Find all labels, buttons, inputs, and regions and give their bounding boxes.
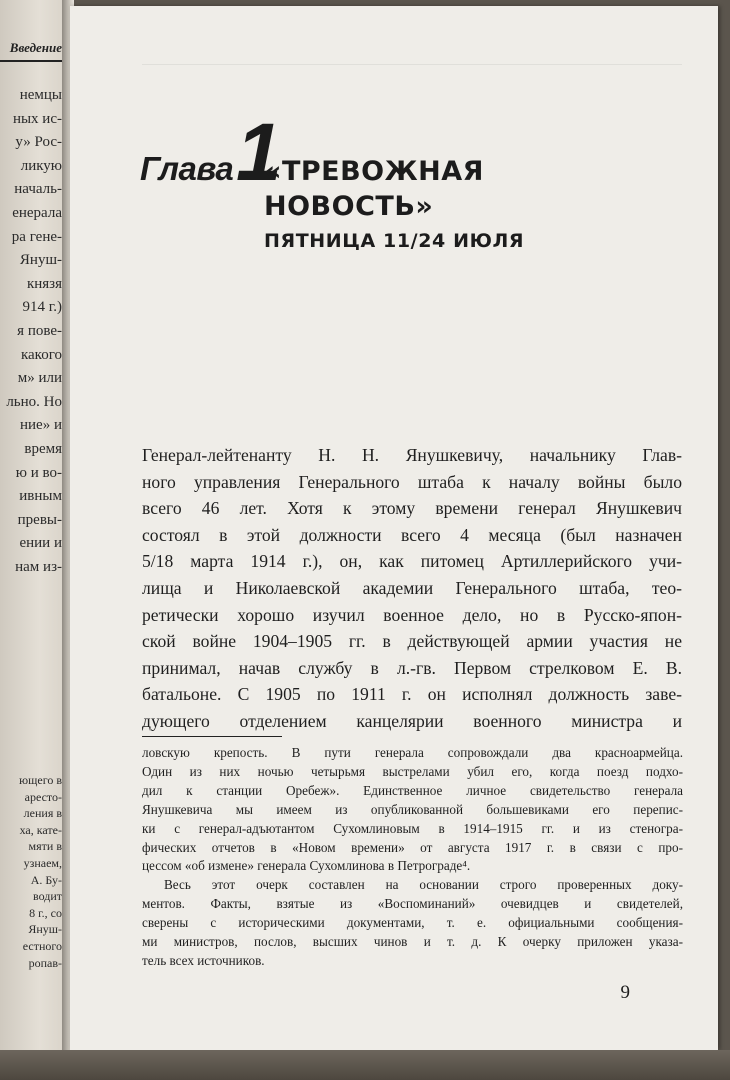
footnote-line: ки с генерал-адъютантом Сухомлиновым в 1914–1915 гг. и из стеногра- (142, 820, 683, 836)
footnote-line: Один из них ночью четырьмя выстрелами убил его, когда поезд подхо- (142, 763, 683, 779)
left-note-line: ления в (23, 806, 62, 821)
chapter-title-line: НОВОСТЬ» (264, 191, 434, 222)
left-note-line: водит (32, 889, 62, 904)
footnote-line: фических отчетов в «Новом времени» от августа 1917 г. в связи с про- (142, 839, 683, 855)
footnote-line: сверены с историческими документами, т. е. официальными сообщения- (142, 915, 683, 931)
left-text-line: время (24, 440, 62, 457)
footnote-rule (142, 736, 282, 737)
left-note-line: Януш- (28, 922, 62, 937)
body-line: дующего отделением канцелярии военного министра и (142, 710, 682, 731)
body-line: батальоне. С 1905 по 1911 г. он исполнял должность заве- (142, 684, 682, 705)
table-surface (0, 1050, 730, 1080)
left-text-line: ликую (20, 157, 62, 174)
body-line: ного управления Генерального штаба к началу войны было (142, 471, 682, 492)
footnote-line: ми министров, послов, высших чинов и т. д. К очерку приложен указа- (142, 934, 683, 950)
show-through-line (142, 64, 682, 65)
body-line: 5/18 марта 1914 г.), он, как питомец Артиллерийского учи- (142, 551, 682, 572)
previous-page-edge (0, 0, 66, 1080)
left-text-line: Януш- (19, 252, 62, 269)
chapter-subtitle: ПЯТНИЦА 11/24 ИЮЛЯ (264, 230, 525, 252)
chapter-label: Глава (140, 150, 234, 187)
left-text-line: енерала (12, 204, 62, 221)
left-header-label: Введение (9, 40, 62, 55)
body-line: состоял в этой должности всего 4 месяца (был назначен (142, 524, 682, 545)
left-page-notes (19, 772, 62, 971)
left-text-line: началь- (14, 181, 62, 198)
left-note-line: аресто- (24, 789, 62, 804)
left-text-line: превы- (17, 511, 62, 528)
left-note-line: естного (22, 938, 62, 953)
left-text-line: 914 г.) (22, 299, 62, 316)
left-running-header (0, 38, 66, 62)
body-line: всего 46 лет. Хотя к этому времени генерал Янушкевич (142, 498, 682, 519)
left-text-line: князя (26, 275, 62, 292)
left-text-line: льно. Но (6, 393, 62, 410)
footnote-line: дил к станции Оребеж». Единственное личное свидетельство генерала (142, 782, 683, 798)
footnote-line: Янушкевича мы имеем из опубликованной большевиками его перепис- (142, 801, 683, 817)
left-text-line: ра гене- (11, 228, 62, 245)
chapter-number: 1 (236, 107, 282, 198)
book-page (70, 6, 718, 1050)
left-text-line: нам из- (15, 558, 62, 575)
chapter-title-line: «ТРЕВОЖНАЯ (264, 156, 484, 187)
left-text-line: ю и во- (15, 464, 62, 481)
left-text-line: м» или (17, 370, 62, 387)
left-text-line: ных ис- (12, 110, 62, 127)
page-number: 9 (620, 982, 630, 1003)
body-line: принимал, начав службу в л.-гв. Первом стрелковом Е. В. (142, 657, 682, 678)
body-text (142, 442, 682, 735)
left-note-line: 8 г., со (29, 905, 62, 920)
left-note-line: ющего в (19, 773, 62, 787)
left-page-text (6, 84, 62, 579)
left-text-line: ние» и (20, 417, 62, 434)
left-text-line: я пове- (17, 322, 62, 339)
left-text-line: немцы (19, 87, 62, 103)
left-text-line: ении и (19, 535, 62, 552)
body-line: ской войне 1904–1905 гг. в действующей армии участия не (142, 631, 682, 652)
footnote-line: Весь этот очерк составлен на основании строго проверенных доку- (164, 877, 683, 893)
left-note-line: узнаем, (23, 855, 62, 870)
left-text-line: какого (20, 346, 62, 363)
chapter-title (264, 154, 564, 224)
footnote-line: ловскую крепость. В пути генерала сопровождали два красноармейца. (142, 745, 683, 760)
body-line: лища и Николаевской академии Генерального штаба, тео- (142, 577, 682, 598)
body-line: ретически хорошо изучил военное дело, но в Русско-япон- (142, 604, 682, 625)
footnote-line: цессом «об измене» генерала Сухомлинова в Петрограде⁴. (142, 858, 471, 874)
left-note-line: А. Бу- (30, 872, 62, 887)
footnote-line: тель всех источников. (142, 952, 265, 968)
left-text-line: ивным (19, 488, 62, 505)
left-note-line: ропав- (28, 955, 62, 970)
body-line: Генерал-лейтенанту Н. Н. Янушкевичу, начальнику Глав- (142, 445, 682, 465)
left-note-line: мяти в (28, 839, 62, 854)
left-note-line: ха, кате- (19, 822, 62, 837)
left-text-line: у» Рос- (15, 134, 62, 151)
footnotes (142, 744, 683, 971)
footnote-line: ментов. Факты, взятые из «Воспоминаний» очевидцев и свидетелей, (142, 896, 683, 912)
